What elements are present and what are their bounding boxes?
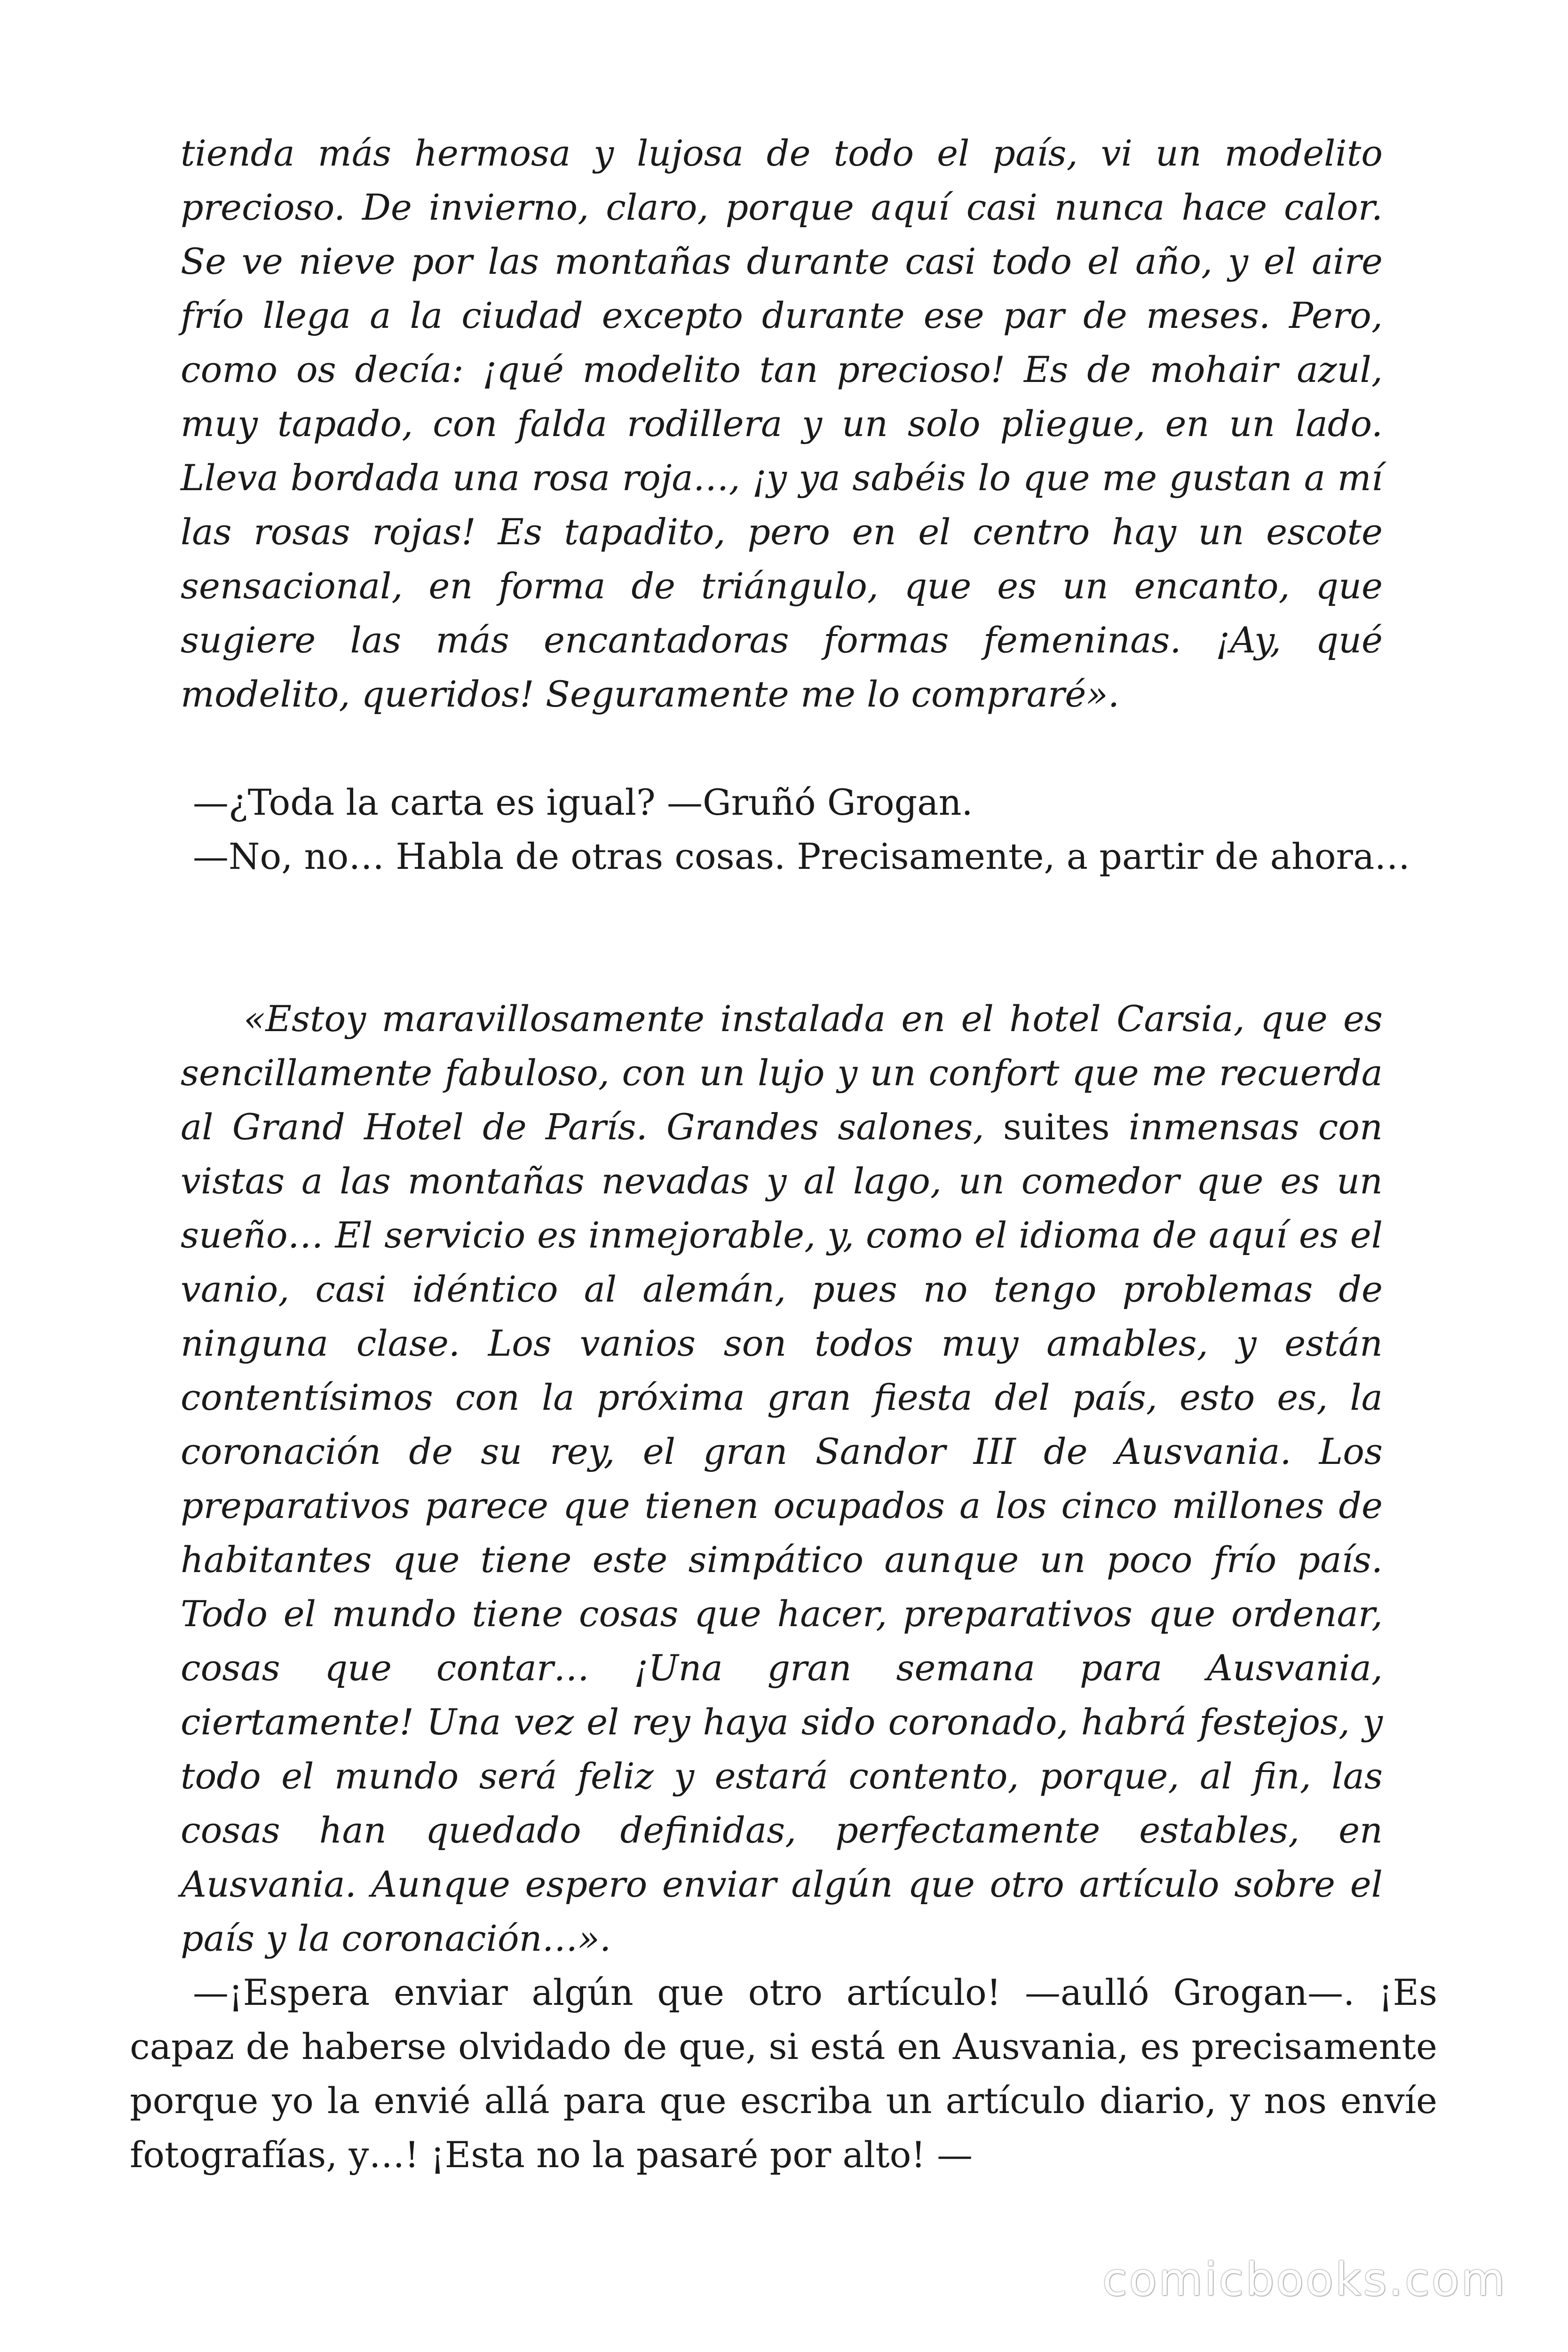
letter-paragraph-1: tienda más hermosa y lujosa de todo el país, vi un modelito precioso. De invierno, claro, porque aquí casi nunca hace calor. Se ve nieve por las montañas durante casi todo el año, y el aire frío llega a la ciudad excepto durante ese par de meses. Pero, como os decía: ¡qué modelito tan precioso! Es de mohair azul, muy tapado, con falda rodillera y un solo pliegue, en un lado. Lleva bordada una rosa roja…, ¡y ya sabéis lo que me gustan a mí las rosas rojas! Es tapadito, pero en el centro hay un escote sensacional, en forma de triángulo, que es un encanto, que sugiere las más encantadoras formas femeninas. ¡Ay, qué modelito, queridos! Seguramente me lo compraré». (181, 132, 1383, 715)
letter-word-suites: suites (1003, 1106, 1110, 1148)
dialogue-paragraph-3: —¡Espera enviar algún que otro artículo! —aulló Grogan—. ¡Es capaz de haberse olvidado de que, si está en Ausvania, es precisamente porque yo la envié allá para que escriba un artículo diario, y nos envíe fotografías, y…! ¡Esta no la pasaré por alto! — (130, 1971, 1437, 2176)
letter-text-b: inmensas con vistas a las montañas nevadas y al lago, un comedor que es un sueño… El servicio es inmejorable, y, como el idioma de aquí es el vanio, casi idéntico al alemán, pues no tengo problemas de ninguna clase. Los vanios son todos muy amables, y están contentísimos con la próxima gran fiesta del país, esto es, la coronación de su rey, el gran Sandor III de Ausvania. Los preparativos parece que tienen ocupados a los cinco millones de habitantes que tiene este simpático aunque un poco frío país. Todo el mundo tiene cosas que hacer, preparativos que ordenar, cosas que contar… ¡Una gran semana para Ausvania, ciertamente! Una vez el rey haya sido coronado, habrá festejos, y todo el mundo será feliz y estará contento, porque, al fin, las cosas han quedado definidas, perfectamente estables, en Ausvania. Aunque espero enviar algún que otro artículo sobre el país y la coronación…». (181, 1106, 1383, 1959)
watermark-text: comicbooks.com (1102, 2253, 1507, 2306)
dialogue-line-2: —No, no… Habla de otras cosas. Precisamente, a partir de ahora… (193, 835, 1410, 877)
dialogue-line-1: —¿Toda la carta es igual? —Gruñó Grogan. (193, 781, 973, 823)
letter-text-a: «Estoy maravillosamente instalada en el hotel Carsia, que es sencillamente fabuloso, con un lujo y un confort que me recuerda al Grand Hotel de París. Grandes salones, (181, 998, 1383, 1148)
letter-paragraph-2 (181, 992, 1383, 1965)
